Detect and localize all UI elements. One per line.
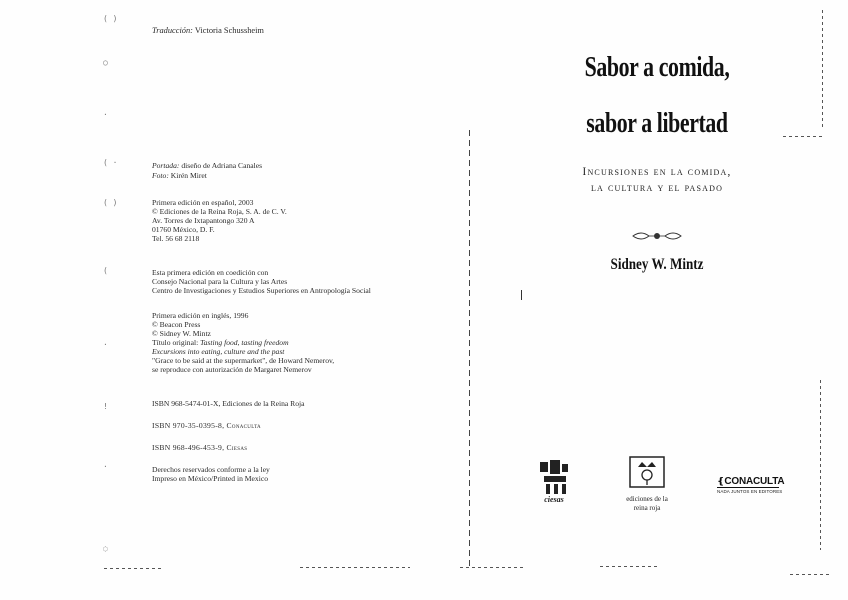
rights-line: Derechos reservados conforme a la ley bbox=[152, 465, 270, 474]
book-subtitle-line2: la cultura y el pasado bbox=[590, 182, 724, 194]
isbn-line: ISBN 968-496-453-9, Ciesas bbox=[152, 443, 248, 452]
isbn-line: ISBN 968-5474-01-X, Ediciones de la Reina Roja bbox=[152, 399, 305, 408]
conaculta-label: ❴CONACULTA bbox=[717, 476, 785, 487]
edition-line: Tel. 56 68 2118 bbox=[152, 234, 200, 243]
original-title-line bbox=[152, 338, 289, 347]
english-edition-line: Primera edición en inglés, 1996 bbox=[152, 311, 249, 320]
grace-line-2: se reproduce con autorización de Margaret Nemerov bbox=[152, 365, 312, 374]
book-subtitle-line1: Incursiones en la comida, bbox=[582, 166, 732, 178]
photo-text: Kirén Miret bbox=[170, 171, 207, 180]
copyright-page bbox=[152, 0, 442, 600]
reina-roja-caption-1: ediciones de la bbox=[626, 495, 668, 503]
right-edge-vertical-mark bbox=[822, 10, 823, 130]
title-page bbox=[512, 0, 802, 600]
original-subtitle-line bbox=[152, 347, 284, 356]
original-title-label: Título original: bbox=[152, 338, 199, 347]
rights-line: Impreso en México/Printed in Mexico bbox=[152, 474, 268, 483]
bottom-edge-mark bbox=[300, 567, 410, 568]
edition-line: Primera edición en español, 2003 bbox=[152, 198, 254, 207]
bottom-edge-mark bbox=[790, 574, 830, 575]
right-edge-vertical-mark bbox=[820, 380, 821, 550]
photo-credit bbox=[152, 171, 207, 180]
conaculta-text: CONACULTA bbox=[724, 476, 785, 487]
english-edition-line: © Sidney W. Mintz bbox=[152, 329, 211, 338]
bottom-edge-mark bbox=[104, 568, 164, 569]
conaculta-logo bbox=[717, 476, 785, 496]
cover-text: diseño de Adriana Canales bbox=[181, 161, 263, 170]
book-title-line1: Sabor a comida, bbox=[584, 52, 730, 83]
ciesas-emblem-icon bbox=[534, 458, 574, 498]
fleuron-ornament-icon bbox=[627, 229, 687, 243]
cover-label: Portada: bbox=[152, 161, 180, 170]
book-title-line2: sabor a libertad bbox=[586, 108, 728, 139]
copublication-line: Centro de Investigaciones y Estudios Superiores en Antropología Social bbox=[152, 286, 371, 295]
english-edition-line: © Beacon Press bbox=[152, 320, 201, 329]
isbn-line: ISBN 970-35-0395-8, Conaculta bbox=[152, 421, 261, 430]
copublication-line: Consejo Nacional para la Cultura y las Artes bbox=[152, 277, 288, 286]
reina-roja-logo bbox=[624, 455, 670, 515]
conaculta-sub: NADA JUNTOS EN EDITORES bbox=[717, 489, 783, 494]
cover-credit bbox=[152, 161, 262, 170]
reina-roja-caption-2: reina roja bbox=[633, 504, 661, 512]
page-spine bbox=[469, 130, 470, 570]
crown-emblem-icon bbox=[624, 455, 670, 491]
book-author: Sidney W. Mintz bbox=[610, 256, 704, 273]
translation-credit bbox=[152, 26, 264, 35]
edition-line: Av. Torres de Ixtapantongo 320 A bbox=[152, 216, 255, 225]
right-edge-mark bbox=[783, 136, 823, 137]
copublication-line: Esta primera edición en coedición con bbox=[152, 268, 269, 277]
grace-line: "Grace to be said at the supermarket", de Howard Nemerov, bbox=[152, 356, 335, 365]
photo-label: Foto: bbox=[152, 171, 169, 180]
original-subtitle: Excursions into eating, culture and the past bbox=[152, 347, 285, 356]
edition-line: 01760 México, D. F. bbox=[152, 225, 215, 234]
translator-name: Victoria Schussheim bbox=[194, 26, 264, 35]
ciesas-label: ciesas bbox=[544, 495, 564, 504]
edition-line: © Ediciones de la Reina Roja, S. A. de C. V. bbox=[152, 207, 287, 216]
ciesas-logo bbox=[534, 458, 574, 508]
bottom-edge-mark bbox=[600, 566, 660, 567]
translation-label: Traducción: bbox=[152, 26, 193, 35]
gutter-marks: ( ) ○ · ( · ( ) ( · ! · ◌ bbox=[103, 14, 118, 553]
bottom-edge-mark bbox=[460, 567, 525, 568]
original-title: Tasting food, tasting freedom bbox=[200, 338, 289, 347]
